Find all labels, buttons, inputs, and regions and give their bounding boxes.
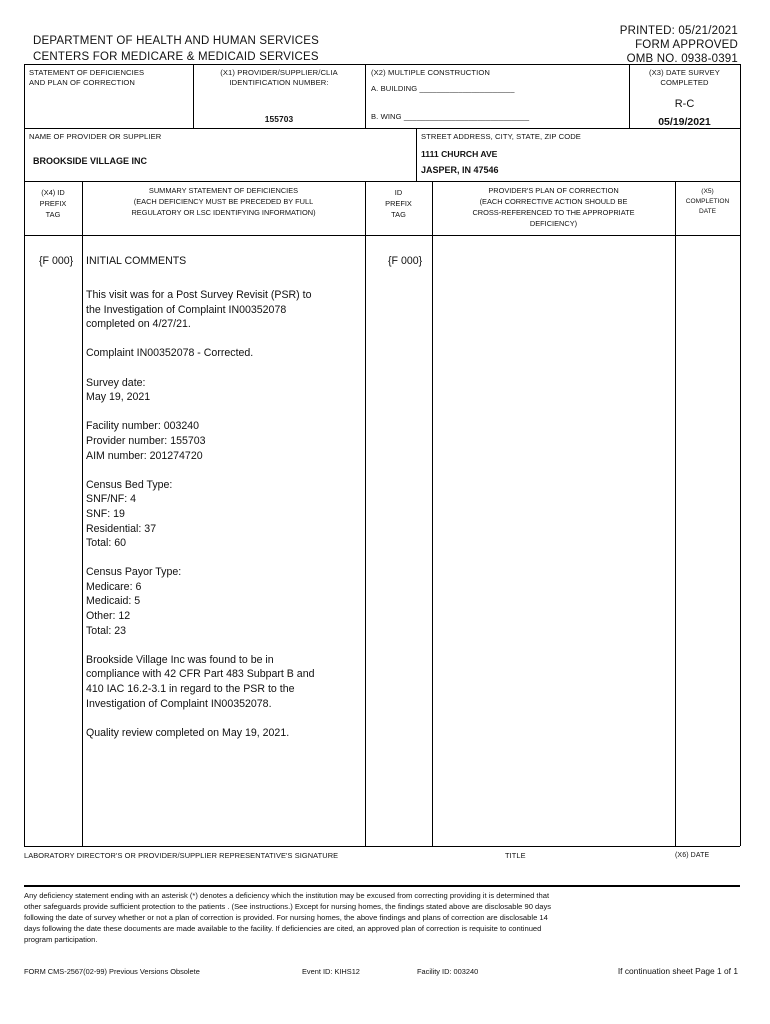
plan-header: PROVIDER'S PLAN OF CORRECTION (EACH CORRECTIVE ACTION SHOULD BE CROSS-REFERENCED TO THE APPROPRIATE DEFICIENCY) xyxy=(472,186,635,228)
department-name: DEPARTMENT OF HEALTH AND HUMAN SERVICES xyxy=(33,35,319,47)
statement-label: STATEMENT OF DEFICIENCIES AND PLAN OF CORRECTION xyxy=(29,68,145,87)
date-label: (X6) DATE xyxy=(675,852,710,859)
form-approved: FORM APPROVED xyxy=(635,39,738,51)
building-field: A. BUILDING ______________________ xyxy=(371,84,515,93)
x3-label: (X3) DATE SURVEY COMPLETED xyxy=(649,68,720,87)
survey-date: 05/19/2021 xyxy=(658,116,711,128)
x5-header: (X5) COMPLETION DATE xyxy=(685,188,730,215)
agency-header xyxy=(33,33,319,65)
entry-paragraph: Census Payor Type: Medicare: 6 Medicaid: 5 Other: 12 Total: 23 xyxy=(86,566,182,637)
address-street: 1111 CHURCH AVE xyxy=(421,149,498,159)
entry-body xyxy=(86,288,362,755)
centers-name: CENTERS FOR MEDICARE & MEDICAID SERVICES xyxy=(33,51,319,63)
print-info xyxy=(620,24,738,66)
summary-header: SUMMARY STATEMENT OF DEFICIENCIES (EACH DEFICIENCY MUST BE PRECEDED BY FULL REGULATORY OR LSC IDENTIFYING INFORMATION) xyxy=(131,186,316,217)
address-label: STREET ADDRESS, CITY, STATE, ZIP CODE xyxy=(421,132,581,141)
facility-id: Facility ID: 003240 xyxy=(417,967,479,976)
x4-header: (X4) ID PREFIX TAG xyxy=(39,188,67,219)
provider-id-number: 155703 xyxy=(264,114,294,124)
entry-paragraph: This visit was for a Post Survey Revisit (PSR) to the Investigation of Complaint IN00352078 completed on 4/27/21. xyxy=(86,289,312,331)
id-header: ID PREFIX TAG xyxy=(385,188,412,219)
signature-label: LABORATORY DIRECTOR'S OR PROVIDER/SUPPLIER REPRESENTATIVE'S SIGNATURE xyxy=(24,851,339,860)
entry-paragraph: Brookside Village Inc was found to be in compliance with 42 CFR Part 483 Subpart B and 410 IAC 16.2-3.1 in regard to the PSR to the Investigation of Complaint IN00352078. xyxy=(86,653,315,710)
x1-label: (X1) PROVIDER/SUPPLIER/CLIA IDENTIFICATION NUMBER: xyxy=(220,68,338,87)
tag-prefix-left: {F 000} xyxy=(39,255,74,267)
provider-name: BROOKSIDE VILLAGE INC xyxy=(33,156,148,166)
wing-field: B. WING _____________________________ xyxy=(371,112,530,121)
entry-paragraph: Census Bed Type: SNF/NF: 4 SNF: 19 Residential: 37 Total: 60 xyxy=(86,478,173,550)
provider-name-label: NAME OF PROVIDER OR SUPPLIER xyxy=(29,132,162,141)
entry-heading: INITIAL COMMENTS xyxy=(86,255,187,267)
event-id: Event ID: KIHS12 xyxy=(302,967,360,976)
form-id: FORM CMS-2567(02-99) Previous Versions Obsolete xyxy=(24,967,200,976)
survey-code: R-C xyxy=(674,98,695,110)
omb-number: OMB NO. 0938-0391 xyxy=(626,53,738,65)
disclaimer-text: Any deficiency statement ending with an asterisk (*) denotes a deficiency which the institution may be excused from correcting providing it is determined that other safeguards provide sufficient protection to the patients . (See instructions.) Except for nursing homes, the findings stated above are disclosable 90 days following the date of survey whether or not a plan of correction is provided. For nursing homes, the above findings and plans of correction are disclosable 14 days following the date these documents are made available to the facility. If deficiencies are cited, an approved plan of correction is requisite to continued program participation. xyxy=(24,891,552,944)
entry-paragraph: Quality review completed on May 19, 2021. xyxy=(86,726,290,739)
title-label: TITLE xyxy=(505,851,526,860)
entry-paragraph: Complaint IN00352078 - Corrected. xyxy=(86,347,254,360)
tag-prefix-right: {F 000} xyxy=(388,255,423,267)
address-city: JASPER, IN 47546 xyxy=(421,165,499,175)
page-indicator: If continuation sheet Page 1 of 1 xyxy=(617,966,738,976)
entry-paragraph: Survey date: May 19, 2021 xyxy=(86,376,151,404)
x2-label: (X2) MULTIPLE CONSTRUCTION xyxy=(371,68,490,77)
entry-paragraph: Facility number: 003240 Provider number: 155703 AIM number: 201274720 xyxy=(86,420,206,462)
printed-date: PRINTED: 05/21/2021 xyxy=(619,25,738,37)
